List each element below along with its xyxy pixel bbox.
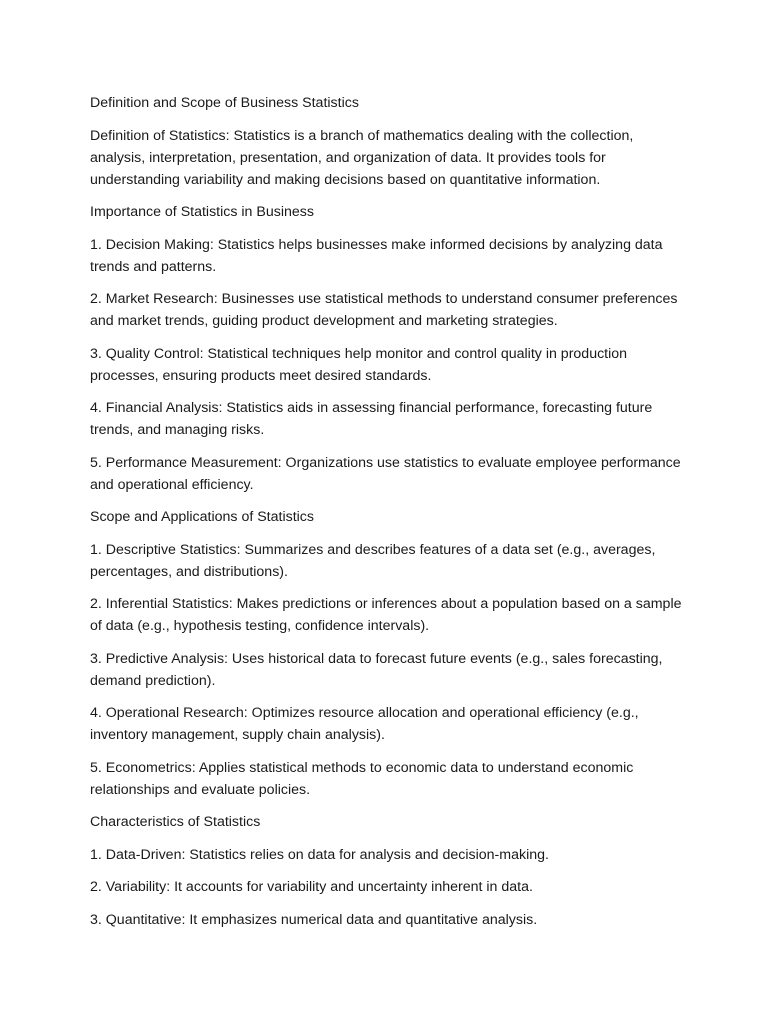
list-item: 3. Predictive Analysis: Uses historical data to forecast future events (e.g., sales forecasting, demand prediction). [90,650,663,689]
list-item: 1. Data-Driven: Statistics relies on data for analysis and decision-making. [90,846,549,863]
list-item: 3. Quantitative: It emphasizes numerical data and quantitative analysis. [90,911,538,928]
list-item: 2. Inferential Statistics: Makes predictions or inferences about a population based on a sample of data (e.g., hypothesis testing, confidence intervals). [90,596,682,634]
document-title: Definition and Scope of Business Statistics [90,95,359,111]
list-item: 2. Variability: It accounts for variability and uncertainty inherent in data. [90,879,533,895]
list-item: 5. Econometrics: Applies statistical methods to economic data to understand economic relationships and evaluate policies. [90,759,634,798]
list-item: 2. Market Research: Businesses use statistical methods to understand consumer preferences and market trends, guiding product development and marketing strategies. [90,291,678,329]
document-page [90,92,690,941]
section-heading-scope: Scope and Applications of Statistics [90,509,314,525]
list-item: 5. Performance Measurement: Organizations use statistics to evaluate employee performance and operational efficiency. [90,454,681,493]
list-item: 3. Quality Control: Statistical techniques help monitor and control quality in production processes, ensuring products meet desired standards. [90,345,628,384]
list-item: 4. Operational Research: Optimizes resource allocation and operational efficiency (e.g., inventory management, supply chain analysis). [90,705,639,743]
list-item: 1. Descriptive Statistics: Summarizes and describes features of a data set (e.g., averages, percentages, and distributions). [90,541,656,580]
list-item: 4. Financial Analysis: Statistics aids in assessing financial performance, forecasting future trends, and managing risks. [90,400,653,438]
section-heading-importance: Importance of Statistics in Business [90,204,314,220]
section-heading-characteristics: Characteristics of Statistics [90,814,261,830]
definition-paragraph: Definition of Statistics: Statistics is a branch of mathematics dealing with the collection, analysis, interpretation, presentation, and organization of data. It provides tools for understanding variability and making decisions based on quantitative information. [90,127,634,188]
list-item: 1. Decision Making: Statistics helps businesses make informed decisions by analyzing data trends and patterns. [90,236,663,275]
